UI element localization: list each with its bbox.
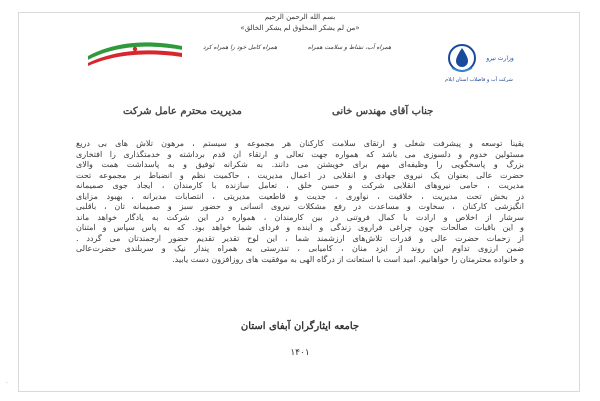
motto-left: همراه کامل خود را همراه کرد <box>202 44 278 51</box>
body-line: یقیناً توسعه و پیشرفت شغلی و ارتقای سلامت کارکنان هر مجموعه و سیستم ، مرهون تلاش های بی دریغ <box>76 139 524 148</box>
body-line: ضمن آرزوی تداوم این روند از ایزد منان ، کامیابی ، تندرستی به همراه پندار نیک و سربلندی حضرت‌عالی <box>76 244 524 253</box>
iran-flag-logo <box>86 36 184 66</box>
water-company-logo <box>434 36 524 94</box>
body-line: در بخش تحت مدیریت ، خلاقیت ، نوآوری ، جدیت و قاطعیت مدیریتی ، انتصابات مدبرانه ، بهبود مزایای <box>76 191 524 201</box>
body-line: بزرگ و پاسخگویی را وظیفه‌ای مهم برای خویشتن می دانند. به شکرانه توفیق و به پاسداشت همت والای <box>76 160 524 169</box>
basmala: بسم الله الرحمن الرحیم <box>264 13 336 21</box>
body-line: مدیریت ، حامی نیروهای انقلابی شرکت و حسن خلق ، تعامل سازنده با کارمندان ، ایجاد جوی صمیمانه <box>76 181 524 190</box>
year: ۱۴۰۱ <box>290 348 310 358</box>
signature: جامعه ایثارگران آبفای استان <box>240 321 360 332</box>
body-line: از زحمات حضرت عالی و قدرات تلاش‌های ارزشمند شما ، این لوح تقدیر تقدیم حضور ارجمندتان می گردد . <box>76 233 524 243</box>
motto-right: همراه آب، نشاط و سلامت همراه <box>307 44 392 51</box>
scan-mark: · <box>6 380 8 387</box>
organization-name: شرکت آب و فاضلاب استان ایلام <box>445 77 513 83</box>
body-line: سرشار از اخلاص و ارادت با کمال فروتنی در بین کارمندان ، همواره در این شرکت به یادگار خواهد ماند <box>76 212 524 222</box>
svg-text:وزارت نیرو: وزارت نیرو <box>486 55 514 62</box>
letter-body <box>76 139 524 265</box>
body-line: و این باقیات صالحات چون چراغی فراروی زندگی و آینده و فردای شما خواهد بود. که به پاس سپاس و امتنان <box>76 223 524 232</box>
body-line: حضرت عالی بعنوان یک نیروی جهادی و انقلابی در اعمال مدیریت ، حاکمیت نظم و انضباط بر مجموعه تحت <box>76 170 524 180</box>
salutation-name: جناب آقای مهندس خانی <box>332 106 434 117</box>
body-line: و خانواده محترمتان را خواهانیم. امید است با استعانت از درگاه الهی به موفقیت های روزافزون دست یابید. <box>172 254 524 264</box>
body-line: انگیزشی کارکنان ، سخاوت و مساعدت در رفع مشکلات نیروی انسانی و حضور سبز و صمیمانه تان ، باقلبی <box>76 202 524 211</box>
salutation-title: مدیریت محترم عامل شرکت <box>123 106 242 117</box>
hadith-quote: «من لم یشکر المخلوق لم یشکر الخالق» <box>240 24 360 32</box>
body-line: مسئولین خدوم و دلسوزی می باشد که همواره جهت تعالی و ارتقاء آن قدم برداشته و خدمتگذاری را افتخاری <box>76 149 524 159</box>
